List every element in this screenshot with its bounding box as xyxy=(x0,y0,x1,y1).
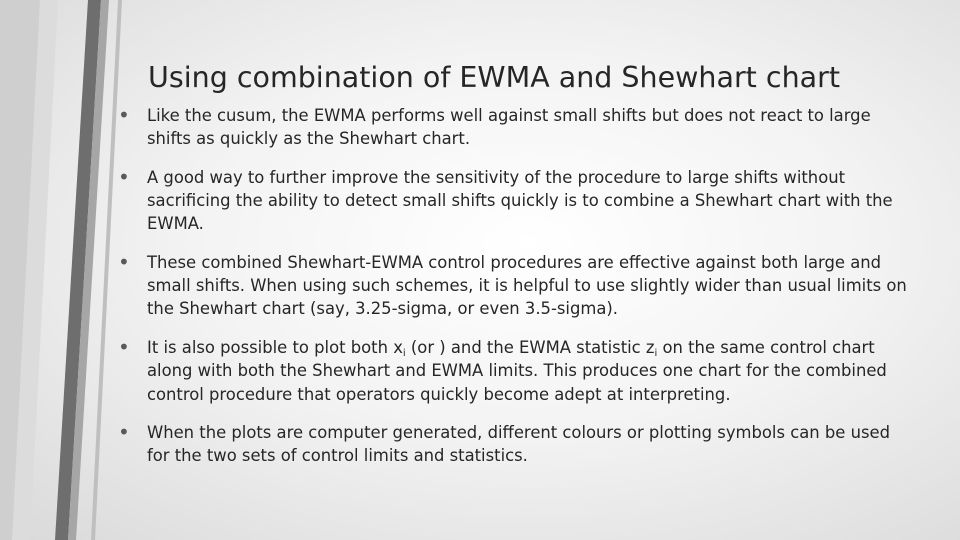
slide-title: Using combination of EWMA and Shewhart chart xyxy=(148,61,841,94)
bullet-text: Like the cusum, the EWMA performs well against small shifts but does not react to large shifts as quickly as the Shewhart chart. xyxy=(147,106,871,149)
bullet-icon: • xyxy=(118,419,130,444)
bullet-item xyxy=(118,336,908,406)
bullet-text-part: on the same control chart along with both the Shewhart and EWMA limits. This produces one chart for the combined control procedure that operators quickly become adept at interpreting. xyxy=(147,338,887,404)
bullet-item xyxy=(118,166,908,236)
bullet-text xyxy=(147,338,887,403)
bullet-text: When the plots are computer generated, different colours or plotting symbols can be used for the two sets of control limits and statistics. xyxy=(147,422,891,465)
bullet-icon: • xyxy=(118,335,130,360)
bullet-text-part: It is also possible to plot both x xyxy=(147,338,403,358)
bullet-text: A good way to further improve the sensitivity of the procedure to large shifts without sacrificing the ability to detect small shifts quickly is to combine a Shewhart chart with the EWMA. xyxy=(147,167,893,234)
bullet-icon: • xyxy=(118,164,130,189)
bullet-item xyxy=(118,421,908,467)
bullet-icon: • xyxy=(118,103,130,127)
bullet-item xyxy=(118,251,908,321)
bullet-item xyxy=(118,104,908,150)
subscript-i: i xyxy=(402,348,406,360)
subscript-i: i xyxy=(654,348,658,360)
bullet-list xyxy=(118,104,908,483)
bullet-text: These combined Shewhart-EWMA control procedures are effective against both large and small shifts. When using such schemes, it is helpful to use slightly wider than usual limits on the Shewhart chart (say, 3.25-sigma, or even 3.5-sigma). xyxy=(147,253,907,319)
bullet-icon: • xyxy=(118,250,130,275)
bullet-text-part: (or ) and the EWMA statistic z xyxy=(405,338,655,358)
